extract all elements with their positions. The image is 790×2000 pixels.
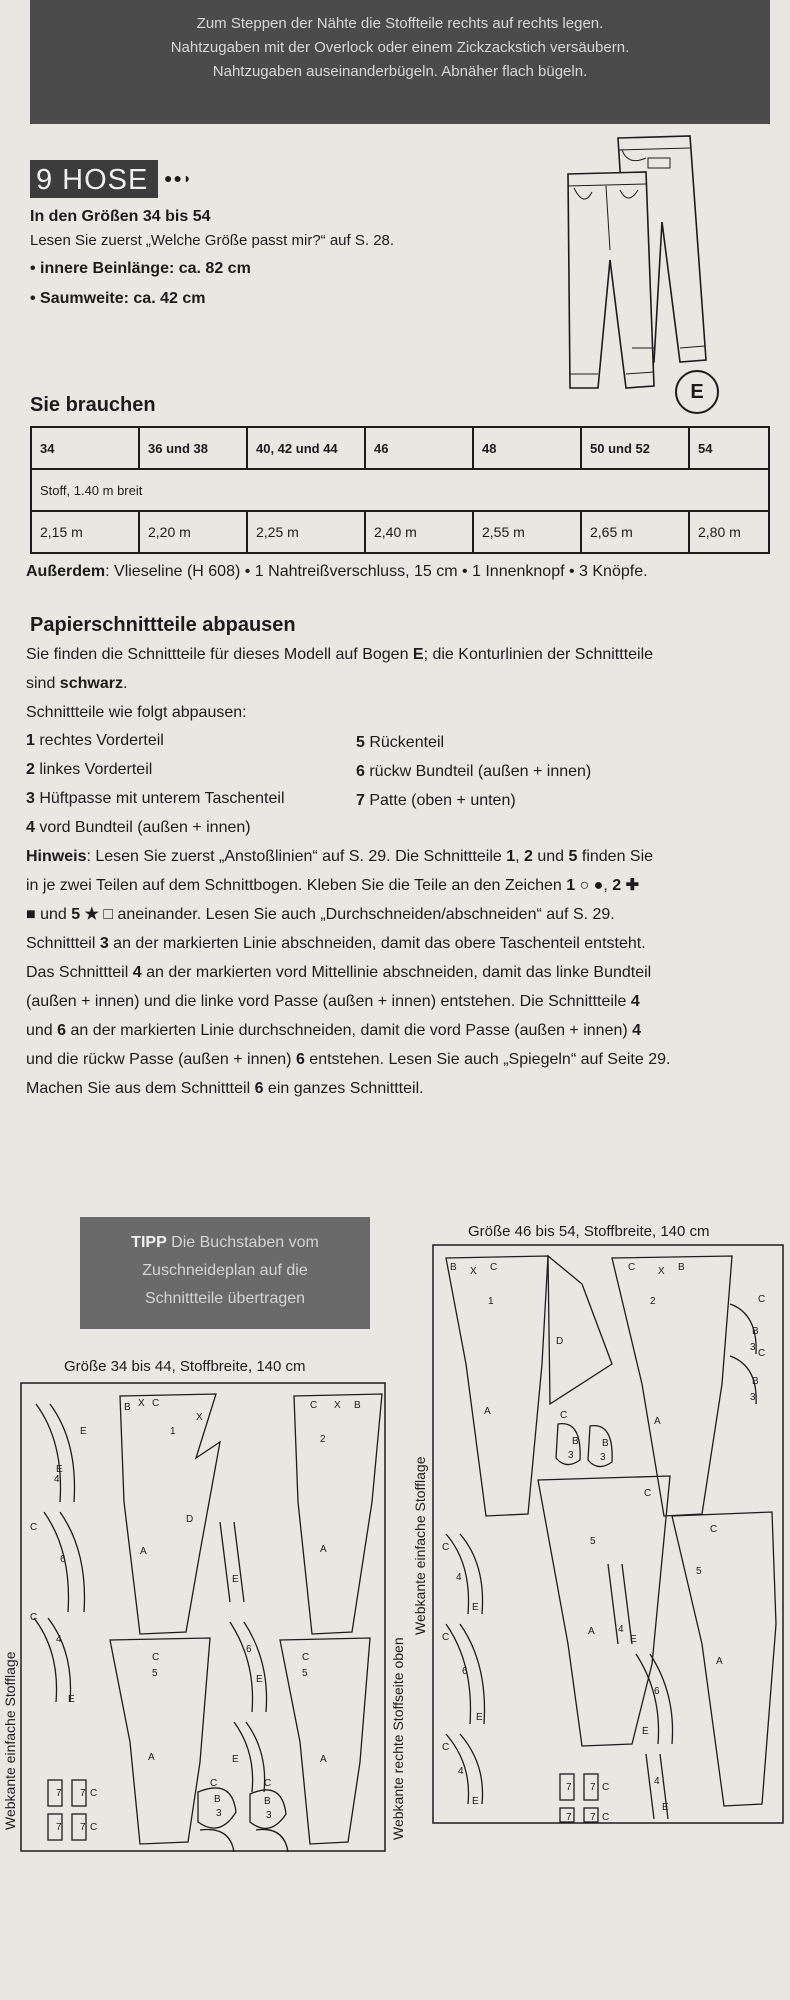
svg-text:3: 3 xyxy=(750,1392,756,1403)
svg-text:4: 4 xyxy=(54,1474,60,1485)
text-span: an der markierten Linie durchschneiden, damit die vord Passe (außen + innen) xyxy=(66,1022,633,1039)
table-size-cell: 46 xyxy=(365,427,473,469)
svg-text:A: A xyxy=(320,1544,327,1555)
pattern-sheet-badge: E xyxy=(675,370,719,414)
text-span: 2 ✚ xyxy=(612,877,639,894)
svg-text:E: E xyxy=(68,1694,75,1705)
list-item xyxy=(356,757,591,786)
svg-text:2: 2 xyxy=(320,1434,326,1445)
table-amount-cell: 2,55 m xyxy=(473,511,581,553)
text-span: an der markierten Linie abschneiden, damit das obere Taschenteil entsteht. xyxy=(108,935,646,952)
text-span: , xyxy=(603,877,613,894)
text-span: 6 xyxy=(295,1051,305,1068)
svg-text:C: C xyxy=(30,1522,38,1533)
table-amount-cell: 2,15 m xyxy=(31,511,139,553)
text-span: , xyxy=(515,848,525,865)
table-size-cell: 34 xyxy=(31,427,139,469)
svg-text:7: 7 xyxy=(566,1782,572,1793)
svg-text:5: 5 xyxy=(590,1536,596,1547)
svg-text:C: C xyxy=(30,1612,38,1623)
text-span: an der markierten vord Mittellinie abschneiden, damit das linke Bundteil xyxy=(141,964,652,981)
svg-text:C: C xyxy=(264,1778,272,1789)
svg-text:B: B xyxy=(752,1326,759,1337)
trousers-illustration xyxy=(550,132,720,392)
svg-text:E: E xyxy=(642,1726,649,1737)
list-item xyxy=(26,813,285,842)
svg-text:4: 4 xyxy=(56,1634,62,1645)
hint-label: Hinweis xyxy=(26,848,87,865)
svg-text:C: C xyxy=(442,1632,450,1643)
svg-text:1: 1 xyxy=(170,1426,176,1437)
svg-text:3: 3 xyxy=(600,1452,606,1463)
svg-text:E: E xyxy=(472,1796,479,1807)
svg-text:C: C xyxy=(152,1398,160,1409)
svg-text:E: E xyxy=(232,1574,239,1585)
svg-text:6: 6 xyxy=(246,1644,252,1655)
text-span: aneinander. Lesen Sie auch „Durchschneiden/abschneiden“ auf S. 29. xyxy=(113,906,615,923)
svg-text:A: A xyxy=(320,1754,327,1765)
svg-text:D: D xyxy=(556,1336,564,1347)
table-amount-cell: 2,65 m xyxy=(581,511,689,553)
table-row xyxy=(31,469,769,511)
svg-text:C: C xyxy=(210,1778,218,1789)
piece-text: Patte (oben + unten) xyxy=(364,792,516,809)
text-span: 3 xyxy=(99,935,109,952)
tip-text: Die Buchstaben vom xyxy=(166,1234,319,1251)
svg-text:C: C xyxy=(758,1294,766,1305)
svg-text:C: C xyxy=(628,1262,636,1273)
svg-text:E: E xyxy=(232,1754,239,1765)
svg-text:E: E xyxy=(476,1712,483,1723)
text-span: . xyxy=(122,675,128,692)
svg-text:4: 4 xyxy=(456,1572,462,1583)
text-span: 1 xyxy=(506,848,516,865)
svg-text:C: C xyxy=(442,1742,450,1753)
table-size-cell: 36 und 38 xyxy=(139,427,247,469)
list-item xyxy=(26,726,285,755)
text-span: sind xyxy=(26,675,60,692)
difficulty-indicator: ●●◗ xyxy=(164,170,193,186)
text-span: 2 xyxy=(524,848,533,865)
svg-text:3: 3 xyxy=(750,1342,756,1353)
svg-text:C: C xyxy=(90,1788,98,1799)
text-span: in je zwei Teilen auf dem Schnittbogen. Kleben Sie die Teile an den Zeichen xyxy=(26,877,567,894)
svg-text:4: 4 xyxy=(458,1766,464,1777)
list-item xyxy=(356,786,591,815)
piece-number: 6 xyxy=(356,763,365,780)
svg-text:B: B xyxy=(450,1262,457,1273)
svg-text:E: E xyxy=(56,1464,63,1475)
svg-text:A: A xyxy=(716,1656,723,1667)
svg-text:C: C xyxy=(310,1400,318,1411)
svg-text:C: C xyxy=(644,1488,652,1499)
svg-text:C: C xyxy=(602,1782,610,1793)
table-amount-cell: 2,25 m xyxy=(247,511,365,553)
text-span: 6 xyxy=(57,1022,67,1039)
svg-text:C: C xyxy=(302,1652,310,1663)
svg-text:B: B xyxy=(264,1796,271,1807)
left-layout-caption: Größe 34 bis 44, Stoffbreite, 140 cm xyxy=(64,1358,306,1375)
banner-line-2: Nahtzugaben mit der Overlock oder einem Zickzackstich versäubern. xyxy=(170,39,630,56)
svg-text:C: C xyxy=(442,1542,450,1553)
banner-line-1: Zum Steppen der Nähte die Stoffteile rechts auf rechts legen. xyxy=(196,15,604,32)
svg-text:5: 5 xyxy=(696,1566,702,1577)
tip-text: Zuschneideplan auf die xyxy=(142,1262,308,1279)
piece-text: linkes Vorderteil xyxy=(34,761,153,778)
svg-text:2: 2 xyxy=(650,1296,656,1307)
hint-paragraph xyxy=(26,842,776,1103)
svg-text:X: X xyxy=(334,1400,341,1411)
svg-text:3: 3 xyxy=(266,1810,272,1821)
table-row xyxy=(31,427,769,469)
text-span: finden Sie xyxy=(577,848,654,865)
svg-text:D: D xyxy=(186,1514,194,1525)
text-span: und xyxy=(532,848,569,865)
svg-text:7: 7 xyxy=(56,1788,62,1799)
svg-text:B: B xyxy=(214,1794,221,1805)
text-span: E xyxy=(412,646,424,663)
left-selvage-label: Webkante einfache Stofflage xyxy=(2,1651,18,1830)
svg-text:5: 5 xyxy=(152,1668,158,1679)
tracing-intro xyxy=(26,640,776,727)
list-item xyxy=(26,755,285,784)
piece-number: 4 xyxy=(26,819,35,836)
text-span: : Lesen Sie zuerst „Anstoßlinien“ auf S. 29. Die Schnittteile xyxy=(86,848,507,865)
svg-text:4: 4 xyxy=(654,1776,660,1787)
svg-text:5: 5 xyxy=(302,1668,308,1679)
svg-text:X: X xyxy=(470,1266,477,1277)
svg-text:A: A xyxy=(140,1546,147,1557)
text-span: ■ xyxy=(26,906,36,923)
banner-line-3: Nahtzugaben auseinanderbügeln. Abnäher flach bügeln. xyxy=(212,63,588,80)
piece-text: Hüftpasse mit unterem Taschenteil xyxy=(34,790,285,807)
piece-number: 1 xyxy=(26,732,35,749)
middle-selvage-label-b: Webkante einfache Stofflage xyxy=(412,1456,428,1635)
svg-text:E: E xyxy=(80,1426,87,1437)
svg-text:B: B xyxy=(678,1262,685,1273)
table-amount-cell: 2,20 m xyxy=(139,511,247,553)
svg-text:6: 6 xyxy=(654,1686,660,1697)
piece-number: 5 xyxy=(356,734,365,751)
piece-number: 2 xyxy=(26,761,35,778)
text-span: schwarz xyxy=(59,675,123,692)
svg-text:X: X xyxy=(196,1412,203,1423)
text-span: Sie finden die Schnittteile für dieses Modell auf Bogen xyxy=(26,646,413,663)
svg-text:B: B xyxy=(602,1438,609,1449)
pieces-list-right xyxy=(356,728,591,815)
svg-text:3: 3 xyxy=(216,1808,222,1819)
svg-text:X: X xyxy=(138,1398,145,1409)
text-span: und xyxy=(26,1022,58,1039)
svg-text:B: B xyxy=(572,1436,579,1447)
svg-text:7: 7 xyxy=(80,1822,86,1833)
svg-text:C: C xyxy=(152,1652,160,1663)
fabric-requirements-table xyxy=(30,426,770,554)
middle-selvage-label-a: Webkante rechte Stoffseite oben xyxy=(390,1637,406,1840)
tip-text: Schnittteile übertragen xyxy=(144,1290,306,1307)
piece-text: Rückenteil xyxy=(364,734,445,751)
fabric-width-label: Stoff, 1.40 m breit xyxy=(31,469,769,511)
svg-text:C: C xyxy=(560,1410,568,1421)
list-intro: Schnittteile wie folgt abpausen: xyxy=(26,704,247,721)
svg-text:7: 7 xyxy=(566,1812,572,1823)
pieces-list-left xyxy=(26,726,285,842)
size-range: In den Größen 34 bis 54 xyxy=(30,208,211,225)
piece-text: rechtes Vorderteil xyxy=(34,732,164,749)
svg-text:1: 1 xyxy=(488,1296,494,1307)
svg-text:4: 4 xyxy=(618,1624,624,1635)
text-span: 6 xyxy=(254,1080,264,1097)
svg-text:B: B xyxy=(124,1402,131,1413)
text-span: Das Schnittteil xyxy=(26,964,133,981)
text-span: Machen Sie aus dem Schnittteil xyxy=(26,1080,255,1097)
table-amount-cell: 2,40 m xyxy=(365,511,473,553)
piece-text: vord Bundteil (außen + innen) xyxy=(34,819,251,836)
text-span: ; die Konturlinien der Schnittteile xyxy=(423,646,654,663)
cutting-layout-small-sizes xyxy=(20,1382,386,1852)
table-size-cell: 48 xyxy=(473,427,581,469)
text-span: 1 ○ ● xyxy=(566,877,604,894)
text-span: 4 xyxy=(632,1022,642,1039)
svg-text:C: C xyxy=(602,1812,610,1823)
svg-text:6: 6 xyxy=(60,1554,66,1565)
svg-text:A: A xyxy=(654,1416,661,1427)
text-span: 5 ★ □ xyxy=(71,906,114,923)
svg-text:3: 3 xyxy=(568,1450,574,1461)
text-span: (außen + innen) und die linke vord Passe (außen + innen) entstehen. Die Schnittteile xyxy=(26,993,631,1010)
piece-number: 3 xyxy=(26,790,35,807)
list-item xyxy=(356,728,591,757)
svg-text:7: 7 xyxy=(590,1812,596,1823)
list-item xyxy=(26,784,285,813)
svg-text:C: C xyxy=(710,1524,718,1535)
additional-label: Außerdem xyxy=(26,563,106,580)
text-span: und die rückw Passe (außen + innen) xyxy=(26,1051,296,1068)
svg-text:A: A xyxy=(484,1406,491,1417)
text-span: ein ganzes Schnittteil. xyxy=(263,1080,424,1097)
table-size-cell: 50 und 52 xyxy=(581,427,689,469)
instruction-banner xyxy=(30,0,770,124)
inseam-length: • innere Beinlänge: ca. 82 cm xyxy=(30,260,251,277)
svg-text:C: C xyxy=(490,1262,498,1273)
svg-text:7: 7 xyxy=(590,1782,596,1793)
table-size-cell: 40, 42 und 44 xyxy=(247,427,365,469)
text-span: und xyxy=(35,906,72,923)
svg-text:B: B xyxy=(354,1400,361,1411)
size-intro: Lesen Sie zuerst „Welche Größe passt mir?“ auf S. 28. xyxy=(30,232,395,249)
svg-text:E: E xyxy=(472,1602,479,1613)
piece-number: 7 xyxy=(356,792,365,809)
svg-text:A: A xyxy=(148,1752,155,1763)
table-row xyxy=(31,511,769,553)
piece-text: rückw Bundteil (außen + innen) xyxy=(364,763,592,780)
right-layout-caption: Größe 46 bis 54, Stoffbreite, 140 cm xyxy=(468,1223,710,1240)
text-span: entstehen. Lesen Sie auch „Spiegeln“ auf Seite 29. xyxy=(304,1051,671,1068)
text-span: 4 xyxy=(630,993,640,1010)
hem-width: • Saumweite: ca. 42 cm xyxy=(30,290,206,307)
svg-text:C: C xyxy=(90,1822,98,1833)
svg-text:6: 6 xyxy=(462,1666,468,1677)
tracing-heading: Papierschnittteile abpausen xyxy=(30,614,296,636)
svg-text:E: E xyxy=(256,1674,263,1685)
model-title: 9 HOSE xyxy=(30,160,158,198)
svg-text:7: 7 xyxy=(56,1822,62,1833)
table-amount-cell: 2,80 m xyxy=(689,511,769,553)
text-span: 5 xyxy=(568,848,578,865)
table-size-cell: 54 xyxy=(689,427,769,469)
svg-text:B: B xyxy=(752,1376,759,1387)
svg-text:C: C xyxy=(758,1348,766,1359)
svg-text:7: 7 xyxy=(80,1788,86,1799)
text-span: 4 xyxy=(132,964,142,981)
cutting-layout-large-sizes xyxy=(432,1244,784,1824)
tip-label: TIPP xyxy=(131,1234,167,1251)
text-span: Schnittteil xyxy=(26,935,100,952)
svg-text:E: E xyxy=(662,1802,669,1813)
svg-text:E: E xyxy=(630,1634,637,1645)
svg-text:X: X xyxy=(658,1266,665,1277)
additional-text: : Vlieseline (H 608) • 1 Nahtreißverschluss, 15 cm • 1 Innenknopf • 3 Knöpfe. xyxy=(105,563,648,580)
tip-box xyxy=(80,1217,370,1329)
additional-materials xyxy=(26,563,648,581)
svg-text:A: A xyxy=(588,1626,595,1637)
materials-heading: Sie brauchen xyxy=(30,394,156,416)
